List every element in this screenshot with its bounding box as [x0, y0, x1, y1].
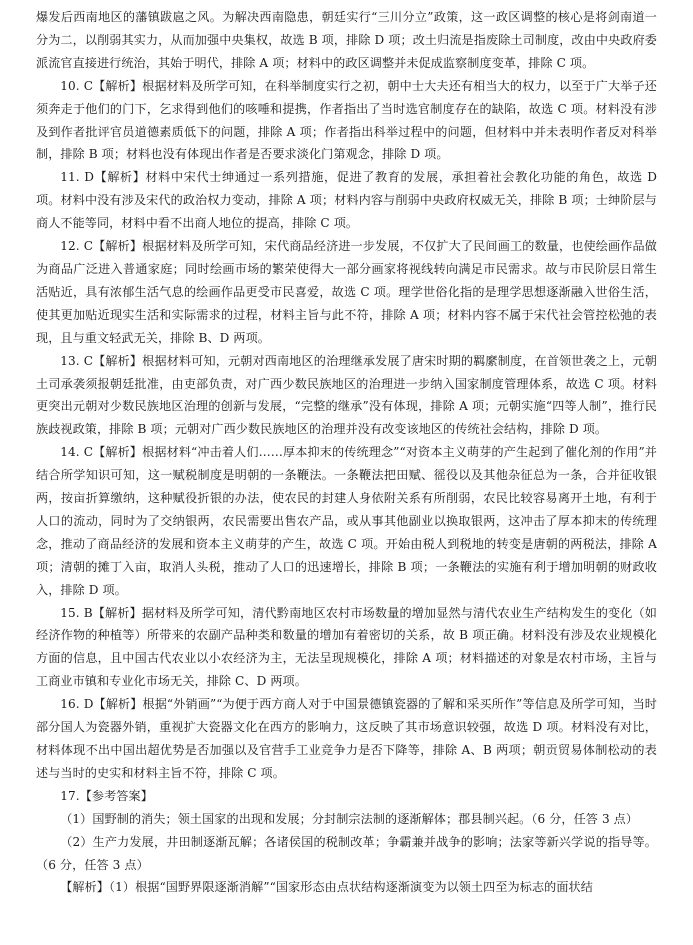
paragraph-q11: 11. D【解析】材料中宋代士绅通过一系列措施，促进了教育的发展，承担着社会教化功能的角色，故选 D 项。材料中没有涉及宋代的政治权力变动，排除 A 项；材料内容与削弱中央政府权威无关，排除 B 项；士绅阶层与商人不能等同，材料中看不出商人地位的提高，排除 C 项。	[36, 170, 657, 231]
paragraph-q17-answer-2: （2）生产力发展，井田制逐渐瓦解；各诸侯国的税制改革；争霸兼并战争的影响；法家等新兴学说的指导等。（6 分，任答 3 点）	[36, 834, 657, 872]
paragraph-q17-analysis: 【解析】（1）根据“国野界限逐渐消解”“国家形态由点状结构逐渐演变为以领土四至为标志的面状结	[60, 880, 593, 895]
paragraph-q9-continued: 爆发后西南地区的藩镇跋扈之风。为解决西南隐患，朝廷实行“三川分立”政策，这一政区调整的核心是将剑南道一分为二，以削弱其实力，从而加强中央集权，故选 B 项，排除 D 项；改土归流是指废除土司制度，改由中央政府委派流官直接进行统治，其始于明代，排除 A 项；材料中的政区调整并未促成监察制度变革，排除 C 项。	[36, 10, 657, 70]
paragraph-q17-heading: 17.【参考答案】	[60, 788, 153, 803]
paragraph-q10: 10. C【解析】根据材料及所学可知，在科举制度实行之初，朝中士大夫还有相当大的权力，以至于广大举子还须奔走于他们的门下，乞求得到他们的咳唾和提携，作者指出了当时选官制度存在的缺陷，故选 C 项。材料没有涉及到作者批评官员道德素质低下的问题，排除 A 项；作者指出科举过程中的问题，但材料中并未表明作者反对科举制，排除 B 项；材料也没有体现出作者是否要求淡化门第观念，排除 D 项。	[36, 78, 657, 162]
paragraph-q15: 15. B【解析】据材料及所学可知，清代黔南地区农村市场数量的增加显然与清代农业生产结构发生的变化（如经济作物的种植等）所带来的农副产品种类和数量的增加有着密切的关系，故 B 项正确。材料没有涉及农业规模化方面的信息，且中国古代农业以小农经济为主，无法呈现规模化，排除 A 项；材料描述的对象是农村市场，主旨与工商业市镇和专业化市场无关，排除 C、D 两项。	[36, 605, 657, 689]
paragraph-q14: 14. C【解析】根据材料“冲击着人们……厚本抑末的传统理念”“对资本主义萌芽的产生起到了催化剂的作用”并结合所学知识可知，这一赋税制度是明朝的一条鞭法。一条鞭法把田赋、徭役以及其他杂征总为一条，合并征收银两，按亩折算缴纳，这种赋役折银的办法，使农民的封建人身依附关系有所削弱，农民比较容易离开土地，有利于人口的流动，同时为了交纳银两，农民需要出售农产品，或从事其他副业以换取银两，这冲击了厚本抑末的传统理念，推动了商品经济的发展和资本主义萌芽的产生，故选 C 项。开始由税人到税地的转变是唐朝的两税法，排除 A 项；清朝的摊丁入亩，取消人头税，推动了人口的迅速增长，排除 B 项；一条鞭法的实施有利于增加明朝的财政收入，排除 D 项。	[36, 445, 657, 597]
paragraph-q16: 16. D【解析】根据“外销画”“为便于西方商人对于中国景德镇瓷器的了解和采买所作”等信息及所学可知，当时部分国人为瓷器外销，重视扩大瓷器文化在西方的影响力，这反映了其市场意识较强，故选 D 项。材料没有对比，材料体现不出中国出超优势是否加强以及官营手工业竞争力是否下降等，排除 A、B 两项；朝贡贸易体制松动的表述与当时的史实和材料主旨不符，排除 C 项。	[36, 697, 657, 780]
paragraph-q13: 13. C【解析】根据材料可知，元朝对西南地区的治理继承发展了唐宋时期的羁縻制度，在首领世袭之上，元朝土司承袭须报朝廷批准，由吏部负责，对广西少数民族地区的治理进一步纳入国家制度管理体系，故选 C 项。材料更突出元朝对少数民族地区治理的创新与发展，“完整的继承”没有体现，排除 A 项；元朝实施“四等人制”，推行民族歧视政策，排除 B 项；元朝对广西少数民族地区的治理并没有改变该地区的传统社会结构，排除 D 项。	[36, 353, 657, 437]
paragraph-q17-answer-1: （1）国野制的消失；领土国家的出现和发展；分封制宗法制的逐渐解体；郡县制兴起。（6 分，任答 3 点）	[60, 811, 639, 826]
paragraph-q12: 12. C【解析】根据材料及所学可知，宋代商品经济进一步发展，不仅扩大了民间画工的数量，也使绘画作品做为商品广泛进入普通家庭；同时绘画市场的繁荣使得大一部分画家将视线转向满足市民需求。故与市民阶层日常生活贴近，具有浓郁生活气息的绘画作品更受市民喜爱，故选 C 项。理学世俗化指的是理学思想逐渐融入世俗生活，使其更加贴近现实生活和实际需求的过程，材料主旨与此不符，排除 A 项；材料内容不属于宋代社会管控松弛的表现，且与重文轻武无关，排除 B、D 两项。	[36, 239, 657, 345]
